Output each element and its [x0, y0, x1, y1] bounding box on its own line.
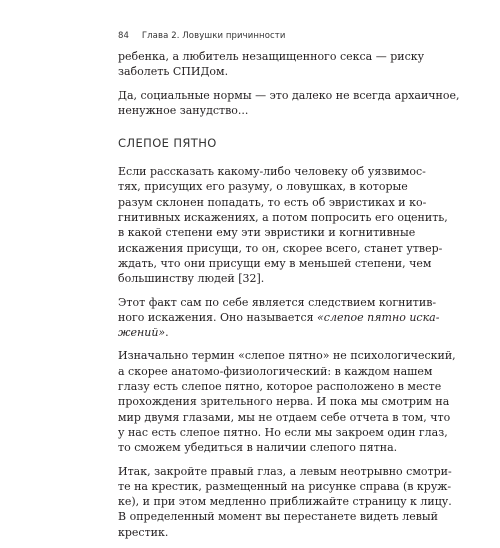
text-line: Изначально термин «слепое пятно» не психологический,	[118, 349, 456, 363]
text-line: В определенный момент вы перестанете видеть левый	[118, 510, 438, 524]
text-line: ждать, что они присущи ему в меньшей степени, чем	[118, 256, 432, 270]
text-line: Если рассказать какому-либо человеку об уязвимос-	[118, 165, 426, 179]
body-text	[118, 49, 460, 548]
text-line: ребенка, а любитель незащищенного секса — риску	[118, 50, 425, 63]
paragraph	[118, 49, 425, 80]
text-run: .	[165, 326, 169, 340]
text-line: Итак, закройте правый глаз, а левым неотрывно смотри-	[118, 464, 452, 478]
section-heading: СЛЕПОЕ ПЯТНО	[118, 136, 217, 151]
text-line: Этот факт сам по себе является следствием когнитив-	[118, 295, 437, 309]
text-line: то сможем убедиться в наличии слепого пятна.	[118, 441, 398, 455]
text-line: тях, присущих его разуму, о ловушках, в которые	[118, 180, 408, 194]
italic-term: жений»	[118, 326, 166, 340]
text-line: большинству людей [32].	[118, 272, 265, 286]
text-line: ненужное занудство...	[118, 103, 249, 117]
text-line: гнитивных искажениях, а потом попросить его оценить,	[118, 211, 448, 225]
text-line: в какой степени ему эти эвристики и когнитивные	[118, 226, 416, 240]
text-line	[118, 310, 440, 325]
paragraph	[118, 88, 460, 119]
text-line: те на крестик, размещенный на рисунке справа (в круж-	[118, 479, 452, 493]
italic-term: «слепое пятно иска-	[317, 310, 440, 324]
page-number: 84	[118, 31, 130, 41]
text-line: у нас есть слепое пятно. Но если мы закроем один глаз,	[118, 425, 448, 439]
paragraph	[118, 295, 440, 341]
text-line: глазу есть слепое пятно, которое расположено в месте	[118, 380, 442, 394]
text-line: мир двумя глазами, мы не отдаем себе отчета в том, что	[118, 410, 451, 424]
text-line: ке), и при этом медленно приближайте страницу к лицу.	[118, 495, 452, 509]
text-line: Да, социальные нормы — это далеко не всегда архаичное,	[118, 88, 460, 102]
paragraph	[118, 164, 448, 286]
paragraph	[118, 348, 456, 455]
text-line: искажения присущи, то он, скорее всего, станет утвер-	[118, 241, 443, 255]
text-line: заболеть СПИДом.	[118, 65, 229, 79]
paragraph	[118, 464, 452, 540]
text-run: ного искажения. Оно называется	[118, 310, 318, 324]
text-line: а скорее анатомо-физиологический: в каждом нашем	[118, 364, 433, 378]
text-line: разум склонен попадать, то есть об эвристиках и ко-	[118, 195, 427, 209]
running-head	[118, 31, 388, 45]
text-line: крестик.	[118, 525, 169, 539]
text-line	[118, 325, 382, 340]
text-line: прохождения зрительного нерва. И пока мы смотрим на	[118, 395, 450, 409]
chapter-title: Глава 2. Ловушки причинности	[141, 31, 286, 41]
